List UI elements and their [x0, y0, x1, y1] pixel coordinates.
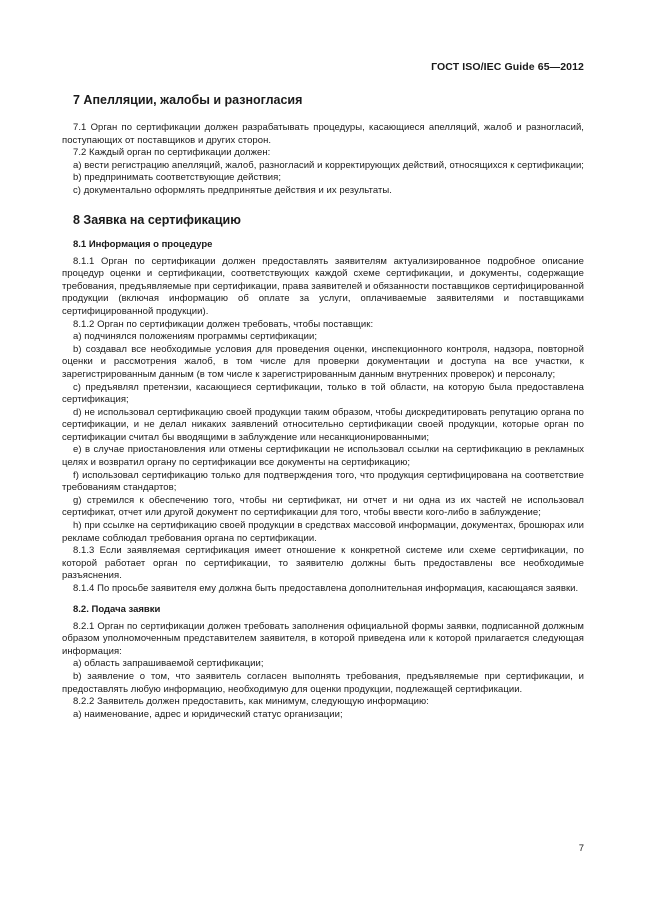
- paragraph: 8.2.2 Заявитель должен предоставить, как минимум, следующую информацию:: [73, 696, 429, 708]
- paragraph: b) предпринимать соответствующие действия;: [73, 172, 282, 184]
- section-8-title: 8 Заявка на сертификацию: [73, 212, 241, 227]
- paragraph: 7.2 Каждый орган по сертификации должен:: [73, 147, 271, 159]
- paragraph: b) создавал все необходимые условия для проведения оценки, инспекционного контроля, надзора, повторной оценки и рассмотрения жалоб, в том числе для проверки документации и доступа на все участки, к зарегистрированным данным (в том числе к зарегистрированным данным внутренних проверок) и персоналу;: [62, 343, 584, 380]
- paragraph: c) предъявлял претензии, касающиеся сертификации, только в той области, на которую была предоставлена сертификация;: [62, 381, 584, 406]
- section-7-body: [62, 122, 584, 198]
- section-7-title: 7 Апелляции, жалобы и разногласия: [73, 93, 303, 107]
- paragraph: 8.1.1 Орган по сертификации должен предоставлять заявителям актуализированное подробное описание процедур оценки и сертификации, соответствующих каждой схеме сертификации, и документы, содержащие требования, предъявляемые при сертификации, права заявителей и обязанности поставщиков сертифицированной продукции (включая информацию об оплате за услуги, оплачиваемые заявителями и поставщиками сертифицированной продукции).: [62, 255, 584, 317]
- subsection-8-2-title: 8.2. Подача заявки: [73, 603, 161, 615]
- paragraph: a) наименование, адрес и юридический статус организации;: [73, 708, 343, 720]
- paragraph: d) не использовал сертификацию своей продукции таким образом, чтобы дискредитировать репутацию органа по сертификации, и не делал никаких заявлений относительно сертификации своей продукции, которые орган по сертификации считал бы вводящими в заблуждение или несанкционированными;: [62, 406, 584, 443]
- paragraph: a) вести регистрацию апелляций, жалоб, разногласий и корректирующих действий, относящихся к сертификации;: [73, 159, 584, 171]
- paragraph: b) заявление о том, что заявитель согласен выполнять требования, предъявляемые при сертификации, и предоставлять любую информацию, необходимую для оценки продукции, подлежащей сертификации.: [62, 670, 584, 695]
- paragraph: a) подчинялся положениям программы сертификации;: [73, 331, 318, 343]
- paragraph: 8.1.3 Если заявляемая сертификация имеет отношение к конкретной системе или схеме сертификации, по которой работает орган по сертификации, то заявителю должны быть предоставлены все необходимые разъяснения.: [62, 545, 584, 582]
- paragraph: c) документально оформлять предпринятые действия и их результаты.: [73, 184, 392, 196]
- paragraph: h) при ссылке на сертификацию своей продукции в средствах массовой информации, документах, брошюрах или рекламе соблюдал требования органа по сертификации.: [62, 520, 584, 544]
- paragraph: a) область запрашиваемой сертификации;: [73, 658, 264, 670]
- subsection-8-1-title: 8.1 Информация о процедуре: [73, 238, 213, 250]
- document-header: ГОСТ ISO/IEC Guide 65—2012: [431, 61, 584, 73]
- subsection-8-1-body: [62, 256, 584, 596]
- paragraph: 8.1.4 По просьбе заявителя ему должна быть предоставлена дополнительная информация, касающаяся заявки.: [73, 583, 579, 594]
- paragraph: f) использовал сертификацию только для подтверждения того, что продукция сертифицирована на соответствие требованиям стандартов;: [62, 469, 584, 494]
- paragraph: 8.1.2 Орган по сертификации должен требовать, чтобы поставщик:: [73, 318, 374, 330]
- paragraph: 8.2.1 Орган по сертификации должен требовать заполнения официальной формы заявки, подписанной должным образом уполномоченным представителем заявителя, в которой приведена или к которой прилагается следующая информация:: [62, 620, 584, 657]
- subsection-8-2-body: [62, 621, 584, 722]
- paragraph: g) стремился к обеспечению того, чтобы ни сертификат, ни отчет и ни одна из их частей не использовал сертификат, отчет или другой документ по сертификации для того, чтобы ввести кого-либо в заблуждение;: [62, 494, 584, 519]
- paragraph: 7.1 Орган по сертификации должен разрабатывать процедуры, касающиеся апелляций, жалоб и разногласий, поступающих от поставщиков и других сторон.: [62, 122, 584, 146]
- page-number: 7: [578, 843, 584, 854]
- paragraph: e) в случае приостановления или отмены сертификации не использовал ссылки на сертификацию в рекламных целях и возвратил органу по сертификации все документы на сертификацию;: [62, 444, 584, 469]
- document-body: [62, 92, 584, 721]
